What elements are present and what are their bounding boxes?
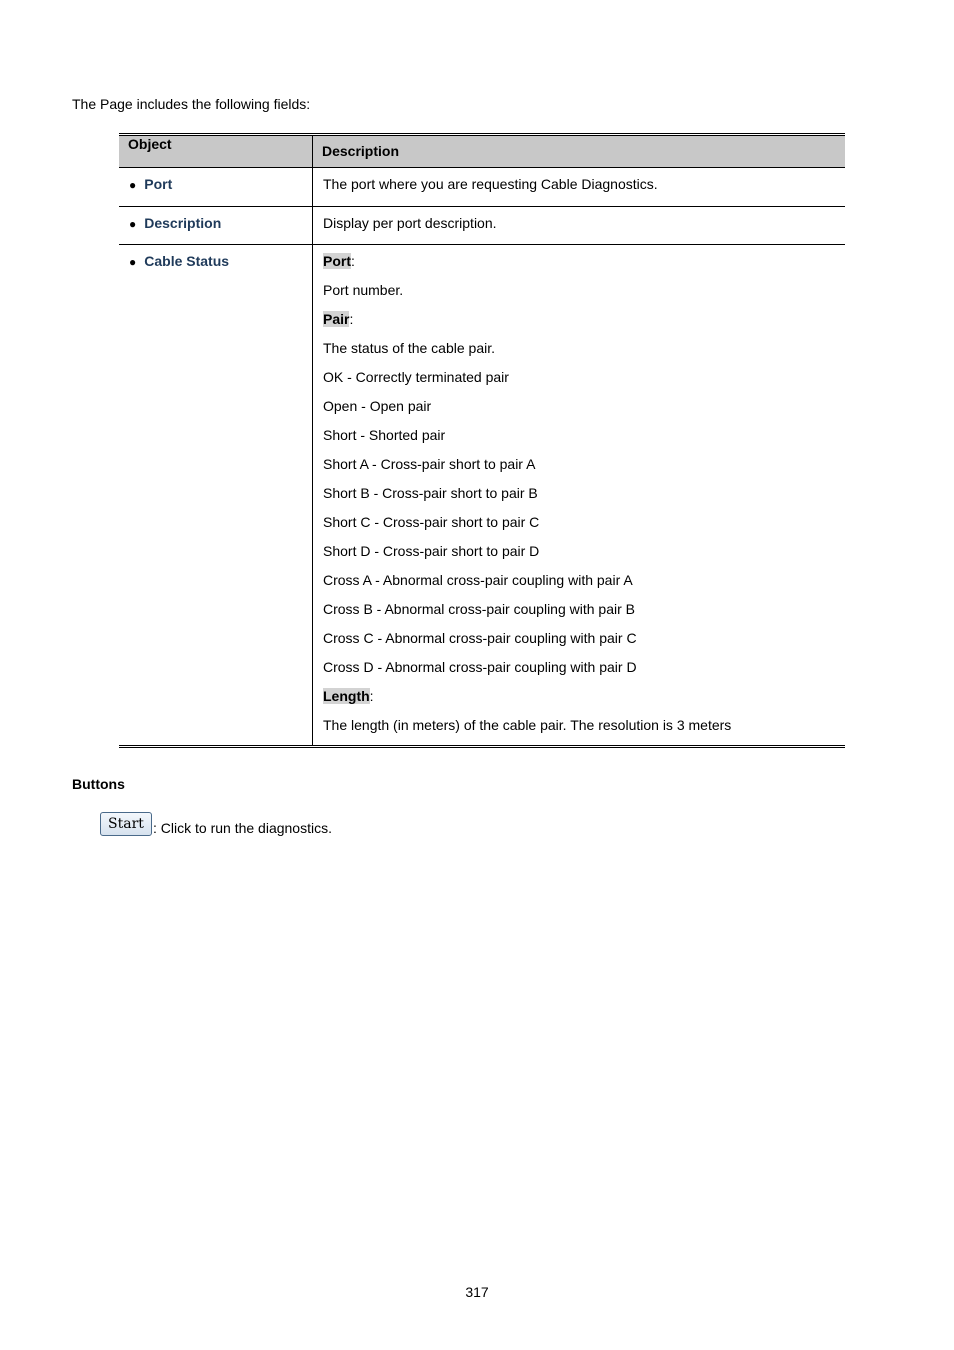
description-description: Display per port description. xyxy=(323,214,497,231)
page-number: 317 xyxy=(465,1284,489,1300)
header-description: Description xyxy=(313,136,846,167)
key-pair: Pair xyxy=(323,310,350,327)
fields-table xyxy=(119,133,845,748)
table-row xyxy=(119,244,845,745)
table-row xyxy=(119,167,845,206)
bullet-icon: ● xyxy=(129,254,137,269)
pair-line: Short D - Cross-pair short to pair D xyxy=(323,542,540,559)
pair-line: Short B - Cross-pair short to pair B xyxy=(323,484,538,501)
cable-status-details: Port: Port number. Pair: The status of the cable pair. OK - Correctly terminated pair Open - Open pair Short - Shorted pair Short A - Cross-pair short to pair A Short B - Cross-pair short to pair B Short C - Cross-pair short to pair C Short D - Cross-pair short to pair D Cross A - Abnormal cross-pair coupling with pair A Cross B - Abnormal cross-pair coupling with pair B Cross C - Abnormal cross-pair coupling with pair C Cross D - Abnormal cross-pair coupling with pair D Length: The length (in meters) of the cable pair. The resolution is 3 meters xyxy=(314,246,844,744)
description-port: The port where you are requesting Cable Diagnostics. xyxy=(323,175,658,192)
start-button[interactable]: Start xyxy=(100,812,152,836)
key-port: Port xyxy=(323,252,351,269)
pair-line: Cross A - Abnormal cross-pair coupling with pair A xyxy=(323,571,633,588)
bullet-icon: ● xyxy=(129,177,137,192)
object-port: Port xyxy=(144,175,173,192)
pair-line: Cross C - Abnormal cross-pair coupling with pair C xyxy=(323,629,637,646)
pair-line: Short - Shorted pair xyxy=(323,426,446,443)
pair-line: Cross D - Abnormal cross-pair coupling with pair D xyxy=(323,658,637,675)
intro-text: The Page includes the following fields: xyxy=(72,96,311,112)
table-header xyxy=(119,136,845,167)
table-row xyxy=(119,206,845,244)
pair-line: Short A - Cross-pair short to pair A xyxy=(323,455,536,472)
start-button-row xyxy=(100,812,332,836)
key-length: Length xyxy=(323,687,370,704)
pair-line: Open - Open pair xyxy=(323,397,432,414)
bullet-icon: ● xyxy=(129,216,137,231)
object-cable-status: Cable Status xyxy=(144,252,230,269)
pair-line: The status of the cable pair. xyxy=(323,339,495,356)
pair-line: Short C - Cross-pair short to pair C xyxy=(323,513,540,530)
header-object: Object xyxy=(119,136,313,167)
buttons-heading: Buttons xyxy=(72,776,125,792)
port-text: Port number. xyxy=(323,281,404,298)
pair-line: OK - Correctly terminated pair xyxy=(323,368,509,385)
object-description: Description xyxy=(144,214,222,231)
start-button-description: : Click to run the diagnostics. xyxy=(153,820,332,836)
length-text: The length (in meters) of the cable pair. The resolution is 3 meters xyxy=(323,716,732,733)
pair-line: Cross B - Abnormal cross-pair coupling with pair B xyxy=(323,600,636,617)
